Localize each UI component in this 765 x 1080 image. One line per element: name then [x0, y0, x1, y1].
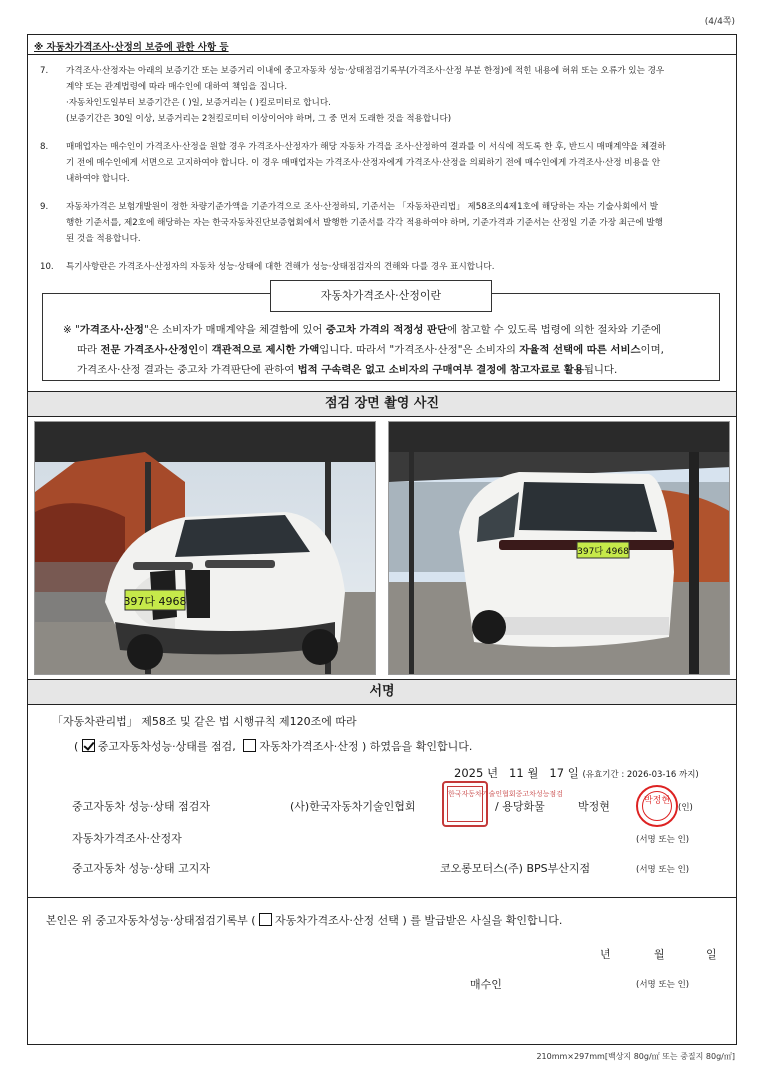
buyer-section — [28, 898, 736, 1008]
buyer-year-unit: 년 — [600, 948, 611, 961]
notice-item-body — [66, 259, 728, 275]
photos-title: 점검 장면 촬영 사진 — [28, 391, 736, 417]
def-text-part: 이며, — [640, 344, 664, 356]
def-text-part: 이 — [198, 344, 212, 356]
definition-text — [57, 320, 705, 380]
buyer-role: 매수인 — [470, 978, 502, 991]
buyer-option-label: 자동차가격조사·산정 선택 — [275, 914, 399, 927]
signature-title: 서명 — [28, 679, 736, 705]
def-text-part: ※ " — [63, 324, 80, 336]
notice-item-body — [66, 139, 728, 187]
def-text-part: "은 소비자가 매매계약을 체결함에 있어 — [143, 324, 326, 336]
document-frame — [27, 34, 737, 1045]
def-bold-part: 전문 가격조사·산정인 — [100, 344, 199, 356]
def-bold-part: 자율적 선택에 따른 서비스 — [519, 344, 641, 356]
date-month-unit: 월 — [527, 766, 539, 780]
def-text-part: 됩니다. — [583, 364, 618, 376]
validity-period: (유효기간 : 2026-03-16 까지) — [582, 770, 699, 780]
notice-item-body — [66, 63, 728, 127]
notifier-role: 중고자동차 성능·상태 고지자 — [72, 862, 211, 875]
inspection-checkbox[interactable] — [82, 739, 95, 752]
definition-title: 자동차가격조사·산정이란 — [270, 280, 492, 312]
rear-license-plate: 397다 4968 — [577, 547, 629, 557]
inspection-option-label: 중고자동차성능·상태를 점검, — [97, 740, 236, 753]
def-text-part: 입니다. 따라서 "가격조사·산정"은 소비자의 — [319, 344, 520, 356]
notice-item-line: 된 것을 적용합니다. — [66, 234, 141, 244]
notice-item — [36, 139, 728, 187]
notifier-sign: (서명 또는 인) — [636, 865, 690, 875]
buyer-price-check-checkbox[interactable] — [259, 913, 272, 926]
def-bold-part: 법적 구속력은 없고 소비자의 구매여부 결정에 참고자료로 활용 — [297, 364, 584, 376]
notice-item-line: 매매업자는 매수인이 가격조사·산정을 원할 경우 가격조사·산정자가 해당 자동차 가격을 조사·산정하여 결과를 이 서식에 적도록 한 후, 반드시 매매계약을 체결하 — [66, 142, 666, 152]
inspector-sign-mark: (인) — [678, 803, 693, 813]
notice-item-line: 행한 기준서를, 제2호에 해당하는 자는 한국자동차진단보증협회에서 발행한 기준서를 각각 적용하여야 하며, 기준가격과 기준서는 산정일 기준 가장 최근에 발행 — [66, 218, 663, 228]
notice-item — [36, 199, 728, 247]
inspector-org: (사)한국자동차기술인협회 — [290, 800, 416, 813]
buyer-statement — [46, 912, 562, 928]
buyer-statement-open: 본인은 위 중고자동차성능·상태점검기록부 ( — [46, 914, 256, 927]
round-seal-text: 박정현 — [642, 791, 672, 821]
buyer-month-unit: 월 — [654, 948, 665, 961]
confirm-suffix: ) 하였음을 확인합니다. — [361, 740, 473, 753]
notice-item-number: 8. — [40, 142, 49, 152]
buyer-sign: (서명 또는 인) — [636, 980, 690, 990]
notice-item-line: 특기사항란은 가격조사·산정자의 자동차 성능·상태에 대한 견해가 성능·상태점검자의 견해와 다를 경우 표시합니다. — [66, 262, 495, 272]
sign-date — [454, 765, 699, 781]
def-bold-part: 가격조사·산정 — [79, 324, 144, 336]
def-text-part: 가격조사·산정 결과는 중고차 가격판단에 관하여 — [77, 364, 298, 376]
def-text-part: 에 참고할 수 있도록 법령에 의한 절차와 기준에 — [447, 324, 661, 336]
notice-item-number: 9. — [40, 202, 49, 212]
notice-item-line: 가격조사·산정자는 아래의 보증기간 또는 보증거리 이내에 중고자동차 성능·상태점검기록부(가격조사·산정 부분 한정)에 적힌 내용에 허위 또는 오류가 있는 경우 — [66, 66, 665, 76]
square-seal-text: 한국자동차기술인협회중고차성능점검 — [447, 786, 483, 822]
notice-item-line: ·자동차인도일부터 보증기간은 ( )일, 보증거리는 ( )킬로미터로 합니다. — [66, 98, 331, 108]
inspector-branch: / 용당화물 — [495, 800, 545, 813]
photo-gallery — [28, 417, 736, 679]
rear-car-photo — [388, 421, 730, 675]
law-line: 「자동차관리법」 제58조 및 같은 법 시행규칙 제120조에 따라 — [52, 715, 357, 728]
notice-item-line: 자동차가격은 보험개발원이 정한 차량기준가액을 기준가격으로 조사·산정하되, 기준서는 「자동차관리법」 제58조의4제1호에 해당하는 자는 기술사회에서 발 — [66, 202, 659, 212]
signature-area — [28, 705, 736, 887]
notice-item-line: 내하여야 합니다. — [66, 174, 130, 184]
notice-item-body — [66, 199, 728, 247]
notice-item-number: 10. — [40, 262, 54, 272]
inspector-role: 중고자동차 성능·상태 점검자 — [72, 800, 211, 813]
front-car-photo — [34, 421, 376, 675]
buyer-statement-close: ) 를 발급받은 사실을 확인합니다. — [402, 914, 563, 927]
paren-open: ( — [74, 740, 79, 753]
paper-spec: 210mm×297mm[백상지 80g/㎡ 또는 중질지 80g/㎡] — [536, 1052, 735, 1061]
def-text-part: 따라 — [77, 344, 101, 356]
notice-item — [36, 259, 728, 275]
notice-item-line: 계약 또는 관계법령에 따라 매수인에 대하여 책임을 집니다. — [66, 82, 288, 92]
price-assessor-sign: (서명 또는 인) — [636, 835, 690, 845]
front-license-plate: 397다 4968 — [123, 595, 187, 608]
date-month: 11 — [509, 766, 524, 780]
notice-item-line: 기 전에 매수인에게 서면으로 고지하여야 합니다. 이 경우 매매업자는 가격조사·산정자에게 가격조사·산정을 의뢰하기 전에 매수인에게 가격조사·산정 비용을 안 — [66, 158, 661, 168]
confirm-line — [74, 738, 472, 754]
def-bold-part: 중고차 가격의 적정성 판단 — [325, 324, 448, 336]
section-header: ※ 자동차가격조사·산정의 보증에 관한 사항 등 — [28, 35, 736, 55]
notice-item — [36, 63, 728, 127]
date-year-unit: 년 — [486, 766, 499, 780]
date-year: 2025 — [454, 766, 484, 780]
date-day-unit: 일 — [567, 766, 579, 780]
notifier-org: 코오롱모터스(주) BPS부산지점 — [440, 862, 591, 875]
price-assessor-role: 자동차가격조사·산정자 — [72, 832, 182, 845]
buyer-day-unit: 일 — [706, 948, 717, 961]
def-bold-part: 객관적으로 제시한 가액 — [211, 344, 320, 356]
notice-item-number: 7. — [40, 66, 49, 76]
notice-item-line: (보증기간은 30일 이상, 보증거리는 2천킬로미터 이상이어야 하며, 그 중 먼저 도래한 것을 적용합니다) — [66, 114, 452, 124]
inspector-seal — [636, 785, 678, 830]
page-number: (4/4쪽) — [704, 17, 735, 27]
price-check-option-label: 자동차가격조사·산정 — [259, 740, 359, 753]
definition-box — [42, 289, 720, 381]
date-day: 17 — [549, 766, 565, 780]
inspector-name: 박정현 — [578, 800, 610, 813]
price-check-checkbox[interactable] — [243, 739, 256, 752]
notice-items — [28, 55, 736, 275]
